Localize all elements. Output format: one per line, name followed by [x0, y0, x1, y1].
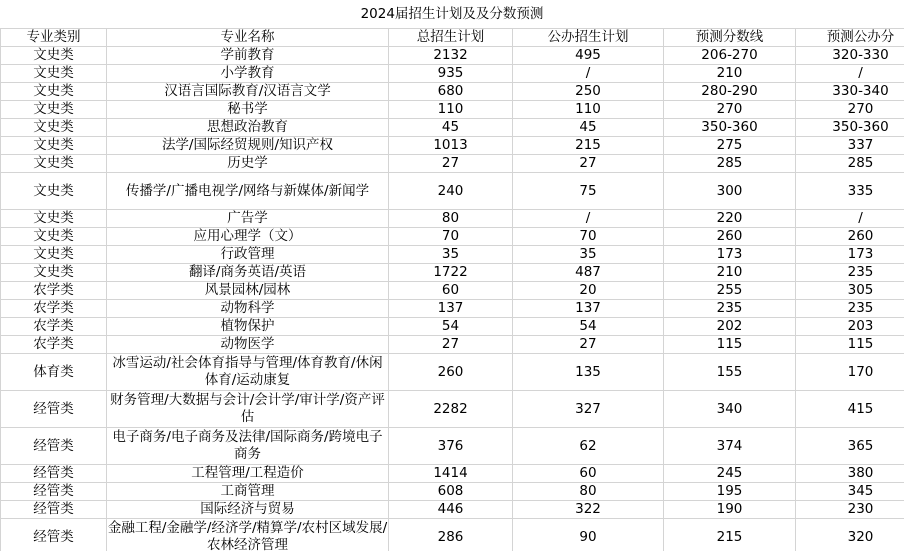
table-row	[1, 336, 904, 354]
category-cell: 文史类	[1, 137, 107, 155]
table-row	[1, 391, 904, 428]
predicted-public-score-cell: 337	[796, 137, 904, 155]
category-cell: 文史类	[1, 228, 107, 246]
public-plan-cell: 90	[513, 519, 664, 551]
table-row	[1, 519, 904, 551]
predicted-public-score-cell: 170	[796, 354, 904, 391]
predicted-score-cell: 245	[664, 465, 796, 483]
table-row	[1, 119, 904, 137]
predicted-score-cell: 210	[664, 65, 796, 83]
public-plan-cell: 487	[513, 264, 664, 282]
major-cell: 汉语言国际教育/汉语言文学	[107, 83, 389, 101]
predicted-public-score-cell: 320	[796, 519, 904, 551]
total-plan-cell: 1414	[389, 465, 513, 483]
predicted-public-score-cell: 230	[796, 501, 904, 519]
predicted-score-cell: 280-290	[664, 83, 796, 101]
column-header: 公办招生计划	[513, 29, 664, 47]
table-row	[1, 210, 904, 228]
public-plan-cell: 60	[513, 465, 664, 483]
column-header: 专业类别	[1, 29, 107, 47]
predicted-public-score-cell: 260	[796, 228, 904, 246]
predicted-score-cell: 275	[664, 137, 796, 155]
public-plan-cell: 80	[513, 483, 664, 501]
total-plan-cell: 1013	[389, 137, 513, 155]
total-plan-cell: 2282	[389, 391, 513, 428]
predicted-score-cell: 270	[664, 101, 796, 119]
predicted-public-score-cell: 380	[796, 465, 904, 483]
table-row	[1, 501, 904, 519]
category-cell: 农学类	[1, 300, 107, 318]
predicted-score-cell: 255	[664, 282, 796, 300]
major-cell: 工商管理	[107, 483, 389, 501]
table-row	[1, 173, 904, 210]
table-row	[1, 465, 904, 483]
predicted-score-cell: 374	[664, 428, 796, 465]
sheet-title: 2024届招生计划及及分数预测	[360, 6, 544, 22]
column-header: 预测分数线	[664, 29, 796, 47]
category-cell: 经管类	[1, 483, 107, 501]
category-cell: 经管类	[1, 519, 107, 551]
table-row	[1, 65, 904, 83]
predicted-public-score-cell: 345	[796, 483, 904, 501]
major-cell: 法学/国际经贸规则/知识产权	[107, 137, 389, 155]
category-cell: 经管类	[1, 391, 107, 428]
public-plan-cell: 250	[513, 83, 664, 101]
predicted-score-cell: 350-360	[664, 119, 796, 137]
predicted-public-score-cell: 270	[796, 101, 904, 119]
category-cell: 经管类	[1, 465, 107, 483]
major-cell: 植物保护	[107, 318, 389, 336]
table-row	[1, 264, 904, 282]
total-plan-cell: 935	[389, 65, 513, 83]
public-plan-cell: 75	[513, 173, 664, 210]
total-plan-cell: 1722	[389, 264, 513, 282]
total-plan-cell: 27	[389, 336, 513, 354]
public-plan-cell: 495	[513, 47, 664, 65]
table-row	[1, 282, 904, 300]
predicted-public-score-cell: 330-340	[796, 83, 904, 101]
table-row	[1, 246, 904, 264]
category-cell: 经管类	[1, 501, 107, 519]
major-cell: 国际经济与贸易	[107, 501, 389, 519]
header-row	[1, 29, 904, 47]
major-cell: 翻译/商务英语/英语	[107, 264, 389, 282]
major-cell: 秘书学	[107, 101, 389, 119]
major-cell: 行政管理	[107, 246, 389, 264]
public-plan-cell: 35	[513, 246, 664, 264]
category-cell: 体育类	[1, 354, 107, 391]
total-plan-cell: 608	[389, 483, 513, 501]
category-cell: 农学类	[1, 282, 107, 300]
public-plan-cell: 20	[513, 282, 664, 300]
predicted-public-score-cell: 320-330	[796, 47, 904, 65]
predicted-public-score-cell: 415	[796, 391, 904, 428]
major-cell: 动物医学	[107, 336, 389, 354]
predicted-public-score-cell: 365	[796, 428, 904, 465]
predicted-score-cell: 235	[664, 300, 796, 318]
predicted-public-score-cell: 305	[796, 282, 904, 300]
major-cell: 传播学/广播电视学/网络与新媒体/新闻学	[107, 173, 389, 210]
table-row	[1, 155, 904, 173]
total-plan-cell: 2132	[389, 47, 513, 65]
table-row	[1, 47, 904, 65]
category-cell: 农学类	[1, 318, 107, 336]
predicted-score-cell: 285	[664, 155, 796, 173]
public-plan-cell: 322	[513, 501, 664, 519]
major-cell: 工程管理/工程造价	[107, 465, 389, 483]
predicted-public-score-cell: 235	[796, 264, 904, 282]
major-cell: 财务管理/大数据与会计/会计学/审计学/资产评估	[107, 391, 389, 428]
major-cell: 学前教育	[107, 47, 389, 65]
predicted-score-cell: 195	[664, 483, 796, 501]
major-cell: 历史学	[107, 155, 389, 173]
predicted-score-cell: 115	[664, 336, 796, 354]
public-plan-cell: /	[513, 210, 664, 228]
public-plan-cell: 135	[513, 354, 664, 391]
major-cell: 动物科学	[107, 300, 389, 318]
category-cell: 文史类	[1, 155, 107, 173]
major-cell: 广告学	[107, 210, 389, 228]
major-cell: 冰雪运动/社会体育指导与管理/体育教育/休闲体育/运动康复	[107, 354, 389, 391]
total-plan-cell: 45	[389, 119, 513, 137]
predicted-score-cell: 202	[664, 318, 796, 336]
public-plan-cell: 45	[513, 119, 664, 137]
predicted-score-cell: 155	[664, 354, 796, 391]
category-cell: 文史类	[1, 210, 107, 228]
predicted-score-cell: 215	[664, 519, 796, 551]
category-cell: 文史类	[1, 246, 107, 264]
category-cell: 文史类	[1, 264, 107, 282]
predicted-public-score-cell: 335	[796, 173, 904, 210]
predicted-public-score-cell: /	[796, 210, 904, 228]
public-plan-cell: 62	[513, 428, 664, 465]
predicted-public-score-cell: 235	[796, 300, 904, 318]
predicted-public-score-cell: /	[796, 65, 904, 83]
category-cell: 文史类	[1, 101, 107, 119]
major-cell: 思想政治教育	[107, 119, 389, 137]
category-cell: 农学类	[1, 336, 107, 354]
total-plan-cell: 70	[389, 228, 513, 246]
total-plan-cell: 54	[389, 318, 513, 336]
predicted-score-cell: 340	[664, 391, 796, 428]
public-plan-cell: 327	[513, 391, 664, 428]
table-row	[1, 83, 904, 101]
table-row	[1, 228, 904, 246]
table-row	[1, 428, 904, 465]
predicted-score-cell: 210	[664, 264, 796, 282]
table-row	[1, 101, 904, 119]
public-plan-cell: 27	[513, 336, 664, 354]
total-plan-cell: 80	[389, 210, 513, 228]
major-cell: 小学教育	[107, 65, 389, 83]
major-cell: 风景园林/园林	[107, 282, 389, 300]
predicted-score-cell: 300	[664, 173, 796, 210]
total-plan-cell: 60	[389, 282, 513, 300]
public-plan-cell: 137	[513, 300, 664, 318]
category-cell: 文史类	[1, 47, 107, 65]
public-plan-cell: /	[513, 65, 664, 83]
major-cell: 电子商务/电子商务及法律/国际商务/跨境电子商务	[107, 428, 389, 465]
table-row	[1, 137, 904, 155]
predicted-public-score-cell: 203	[796, 318, 904, 336]
total-plan-cell: 260	[389, 354, 513, 391]
major-cell: 金融工程/金融学/经济学/精算学/农村区域发展/农林经济管理	[107, 519, 389, 551]
column-header: 总招生计划	[389, 29, 513, 47]
category-cell: 文史类	[1, 173, 107, 210]
table-row	[1, 483, 904, 501]
public-plan-cell: 54	[513, 318, 664, 336]
table-row	[1, 300, 904, 318]
public-plan-cell: 110	[513, 101, 664, 119]
major-cell: 应用心理学（文）	[107, 228, 389, 246]
predicted-public-score-cell: 285	[796, 155, 904, 173]
predicted-score-cell: 220	[664, 210, 796, 228]
total-plan-cell: 240	[389, 173, 513, 210]
table-row	[1, 318, 904, 336]
total-plan-cell: 137	[389, 300, 513, 318]
total-plan-cell: 35	[389, 246, 513, 264]
category-cell: 文史类	[1, 83, 107, 101]
predicted-score-cell: 190	[664, 501, 796, 519]
predicted-public-score-cell: 173	[796, 246, 904, 264]
predicted-score-cell: 260	[664, 228, 796, 246]
predicted-score-cell: 206-270	[664, 47, 796, 65]
public-plan-cell: 70	[513, 228, 664, 246]
total-plan-cell: 376	[389, 428, 513, 465]
total-plan-cell: 27	[389, 155, 513, 173]
total-plan-cell: 446	[389, 501, 513, 519]
total-plan-cell: 110	[389, 101, 513, 119]
total-plan-cell: 680	[389, 83, 513, 101]
public-plan-cell: 215	[513, 137, 664, 155]
column-header: 专业名称	[107, 29, 389, 47]
column-header: 预测公办分	[796, 29, 904, 47]
category-cell: 文史类	[1, 65, 107, 83]
enrollment-table	[0, 28, 904, 551]
table-row	[1, 354, 904, 391]
predicted-public-score-cell: 115	[796, 336, 904, 354]
predicted-public-score-cell: 350-360	[796, 119, 904, 137]
public-plan-cell: 27	[513, 155, 664, 173]
category-cell: 文史类	[1, 119, 107, 137]
total-plan-cell: 286	[389, 519, 513, 551]
predicted-score-cell: 173	[664, 246, 796, 264]
category-cell: 经管类	[1, 428, 107, 465]
